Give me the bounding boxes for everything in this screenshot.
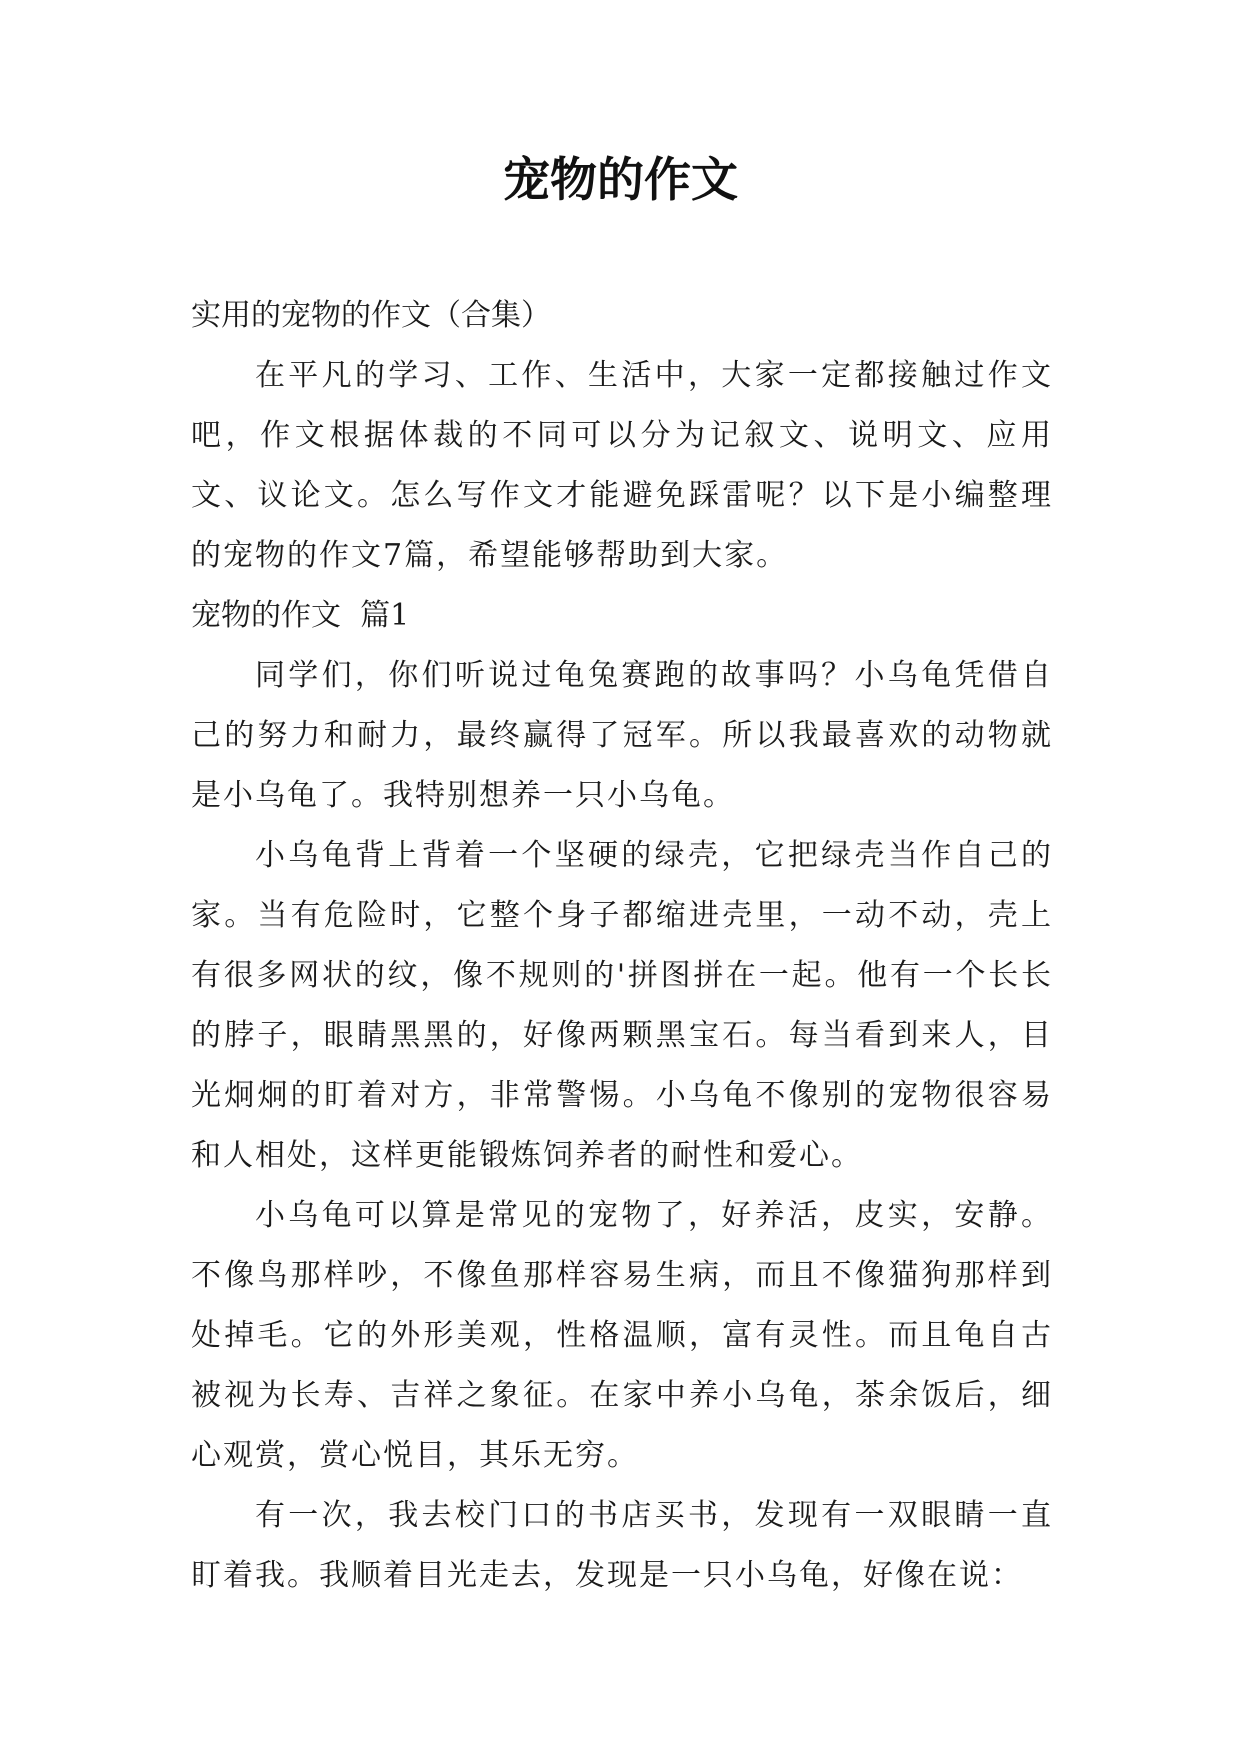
intro-paragraph: 在平凡的学习、工作、生活中，大家一定都接触过作文吧，作文根据体裁的不同可以分为记叙文、说明文、应用文、议论文。怎么写作文才能避免踩雷呢？以下是小编整理的宠物的作文7篇，希望能够帮助到大家。 [191,358,1053,573]
document-title: 宠物的作文 [503,153,738,208]
body-paragraph: 有一次，我去校门口的书店买书，发现有一双眼睛一直盯着我。我顺着目光走去，发现是一只小乌龟，好像在说： [191,1498,1053,1593]
body-paragraph: 同学们，你们听说过龟兔赛跑的故事吗？小乌龟凭借自己的努力和耐力，最终赢得了冠军。所以我最喜欢的动物就是小乌龟了。我特别想养一只小乌龟。 [191,658,1053,813]
section-heading: 宠物的作文 篇1 [191,598,410,633]
document-subtitle: 实用的宠物的作文（合集） [191,298,551,333]
body-paragraph: 小乌龟背上背着一个坚硬的绿壳，它把绿壳当作自己的家。当有危险时，它整个身子都缩进壳里，一动不动，壳上有很多网状的纹，像不规则的'拼图拼在一起。他有一个长长的脖子，眼睛黑黑的，好像两颗黑宝石。每当看到来人，目光炯炯的盯着对方，非常警惕。小乌龟不像别的宠物很容易和人相处，这样更能锻炼饲养者的耐性和爱心。 [191,838,1053,1173]
document-body [191,286,1053,1606]
body-paragraph: 小乌龟可以算是常见的宠物了，好养活，皮实，安静。不像鸟那样吵，不像鱼那样容易生病，而且不像猫狗那样到处掉毛。它的外形美观，性格温顺，富有灵性。而且龟自古被视为长寿、吉祥之象征。在家中养小乌龟，茶余饭后，细心观赏，赏心悦目，其乐无穷。 [191,1198,1053,1473]
